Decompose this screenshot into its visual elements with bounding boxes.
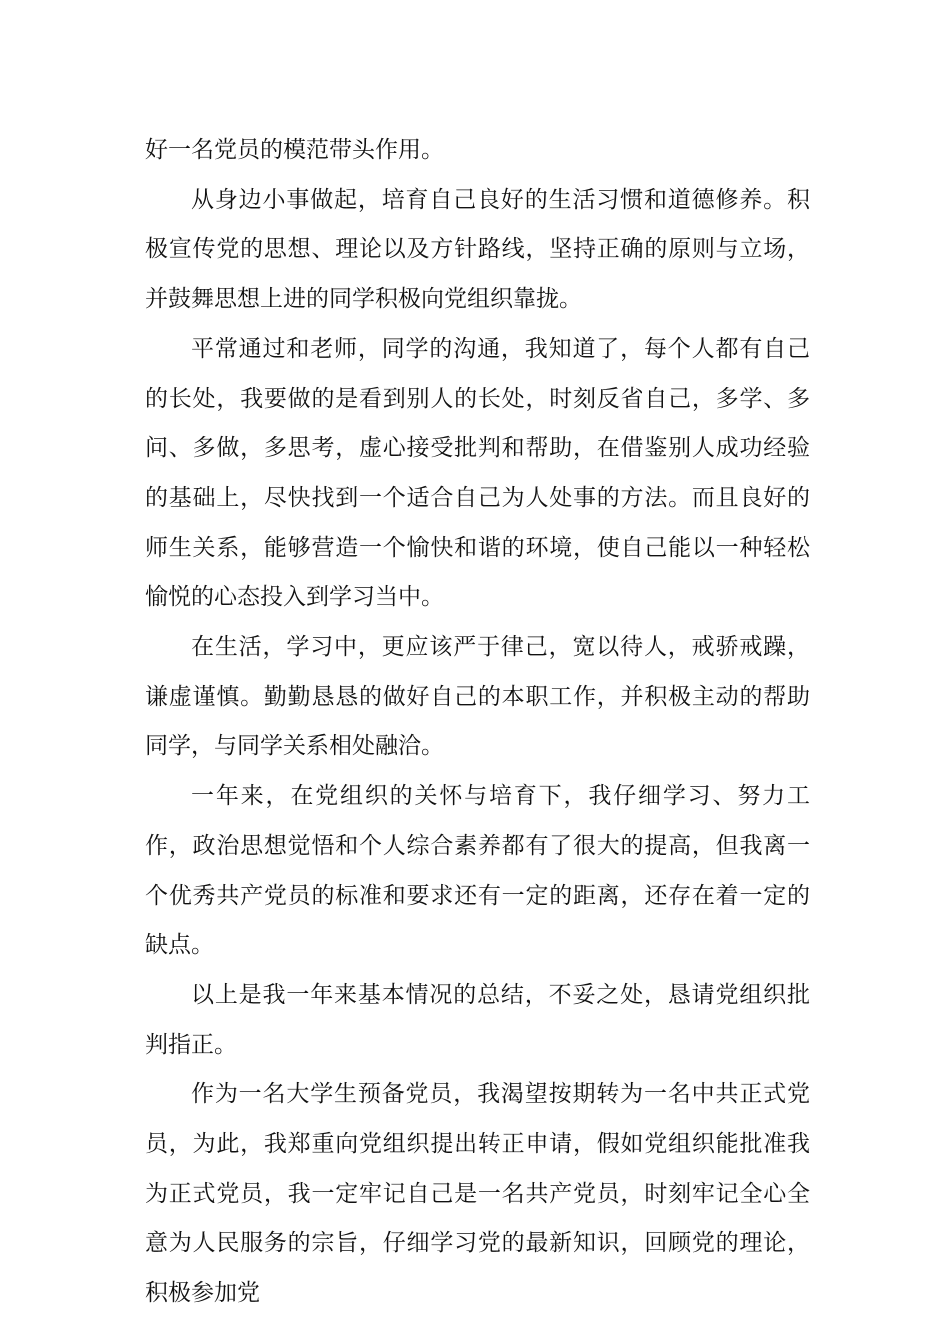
paragraph-3: 平常通过和老师，同学的沟通，我知道了，每个人都有自己的长处，我要做的是看到别人的长处，时刻反省自己，多学、多问、多做，多思考，虚心接受批判和帮助，在借鉴别人成功经验的基础上，尽快找到一个适合自己为人处事的方法。而且良好的师生关系，能够营造一个愉快和谐的环境，使自己能以一种轻松愉悦的心态投入到学习当中。 (145, 335, 810, 611)
document-body (145, 126, 810, 1319)
paragraph-2: 从身边小事做起，培育自己良好的生活习惯和道德修养。积极宣传党的思想、理论以及方针路线，坚持正确的原则与立场，并鼓舞思想上进的同学积极向党组织靠拢。 (145, 186, 810, 313)
paragraph-4: 在生活，学习中，更应该严于律己，宽以待人，戒骄戒躁，谦虚谨慎。勤勤恳恳的做好自己的本职工作，并积极主动的帮助同学，与同学关系相处融洽。 (145, 634, 810, 760)
paragraph-5: 一年来，在党组织的关怀与培育下，我仔细学习、努力工作，政治思想觉悟和个人综合素养都有了很大的提高，但我离一个优秀共产党员的标准和要求还有一定的距离，还存在着一定的缺点。 (145, 783, 810, 959)
paragraph-6: 以上是我一年来基本情况的总结，不妥之处，恳请党组织批判指正。 (145, 981, 810, 1058)
paragraph-1: 好一名党员的模范带头作用。 (145, 137, 444, 163)
paragraph-7: 作为一名大学生预备党员，我渴望按期转为一名中共正式党员，为此，我郑重向党组织提出转正申请，假如党组织能批准我为正式党员，我一定牢记自己是一名共产党员，时刻牢记全心全意为人民服务的宗旨，仔细学习党的最新知识，回顾党的理论，积极参加党 (145, 1081, 810, 1307)
